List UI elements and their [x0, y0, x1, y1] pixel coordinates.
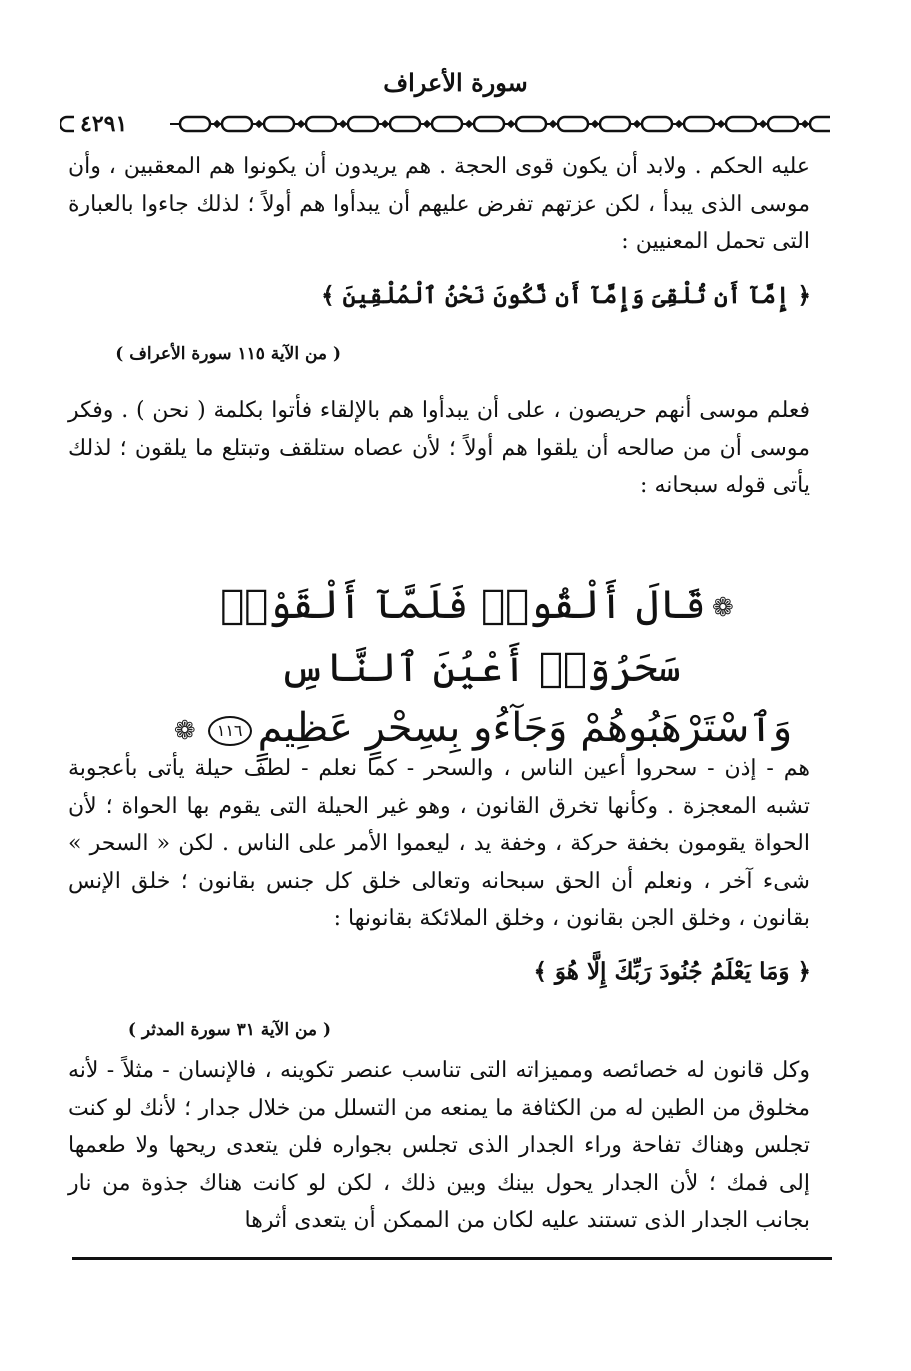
- chain-link-icon: [768, 117, 798, 131]
- footer-rule: [72, 1257, 832, 1260]
- diamond-icon: [633, 120, 641, 128]
- main-verse-line-1: ❁قَالَ أَلْقُوا۟ فَلَمَّآ أَلْقَوْا۟ سَحَرُوٓا۟ أَعْيُنَ ٱلنَّاسِ: [150, 575, 810, 698]
- diamond-icon: [213, 120, 221, 128]
- chain-link-icon: [348, 117, 378, 131]
- chain-link-icon: [726, 117, 756, 131]
- chain-link-icon: [222, 117, 252, 131]
- quote-2-reference: ( من الآية ٣١ سورة المدثر ): [127, 1020, 331, 1040]
- ornamental-header-rule: [60, 112, 830, 136]
- diamond-icon: [339, 120, 347, 128]
- verse-end-ornament-icon: ❁: [173, 716, 196, 746]
- diamond-icon: [759, 120, 767, 128]
- diamond-icon: [801, 120, 809, 128]
- ayah-number-badge: ١١٦: [208, 716, 252, 746]
- main-verse-line-2: وَٱسْتَرْهَبُوهُمْ وَجَآءُو بِسِحْرٍ عَظِيمٍ١١٦❁: [150, 698, 810, 761]
- surah-title: سورة الأعراف: [383, 68, 528, 97]
- chain-link-icon: [642, 117, 672, 131]
- paragraph-2: فعلم موسى أنهم حريصون ، على أن يبدأوا هم بالإلقاء فأتوا بكلمة ( نحن ) . وفكر موسى أن من صالحه أن يلقوا هم أولاً ؛ لأن عصاه ستلقف وتبتلع ما يلقون ؛ لذلك يأتى قوله سبحانه :: [68, 398, 810, 498]
- main-verse: [150, 575, 810, 761]
- diamond-icon: [591, 120, 599, 128]
- paragraph-3: هم - إذن - سحروا أعين الناس ، والسحر - كما نعلم - لطف حيلة يأتى بأعجوبة تشبه المعجزة . وكأنها تخرق القانون ، وهو غير الحيلة التى يقوم بها الحواة ؛ لأن الحواة يقومون بخفة حركة ، وخفة يد ، ليعموا الأمر على الناس . لكن « السحر » شىء آخر ، ونعلم أن الحق سبحانه وتعالى خلق كل جنس بقانون ؛ خلق الإنس بقانون ، وخلق الجن بقانون ، وخلق الملائكة بقانونها :: [68, 756, 810, 931]
- quote-1-reference: ( من الآية ١١٥ سورة الأعراف ): [115, 344, 341, 364]
- diamond-icon: [381, 120, 389, 128]
- diamond-icon: [423, 120, 431, 128]
- chain-link-icon: [264, 117, 294, 131]
- quran-quote-1: ﴿ إِمَّآ أَن تُلْقِىَ وَإِمَّآ أَن نَّكُونَ نَحْنُ ٱلْمُلْقِينَ ﴾: [321, 282, 811, 309]
- paragraph-1: عليه الحكم . ولابد أن يكون قوى الحجة . هم يريدون أن يكونوا هم المعقبين ، وأن موسى الذى يبدأ ، لكن عزتهم تفرض عليهم أن يبدأوا هم أولاً ؛ لذلك جاءوا بالعبارة التى تحمل المعنيين :: [68, 154, 810, 254]
- chain-link-icon: [432, 117, 462, 131]
- diamond-icon: [465, 120, 473, 128]
- chain-link-icon: [516, 117, 546, 131]
- paragraph-4: وكل قانون له خصائصه ومميزاته التى تناسب عنصر تكوينه ، فالإنسان - مثلاً - لأنه مخلوق من الطين له من الكثافة ما يمنعه من التسلل من خلال جدار ؛ لأنك لو كنت تجلس وهناك تفاحة وراء الجدار الذى تجلس بجواره فلن يتعدى ريحها ولا طعمها إلى فمك ؛ لأن الجدار يحول بينك وبين ذلك ، لكن لو كانت هناك جذوة من نار بجانب الجدار الذى تستند عليه لكان من الممكن أن يتعدى أثرها: [68, 1058, 810, 1233]
- diamond-icon: [717, 120, 725, 128]
- diamond-icon: [255, 120, 263, 128]
- chain-link-icon: [474, 117, 504, 131]
- chain-link-icon: [390, 117, 420, 131]
- chain-link-icon: [306, 117, 336, 131]
- chain-link-icon: [810, 117, 830, 131]
- verse-ornament-icon: ❁: [711, 593, 734, 623]
- chain-link-icon: [558, 117, 588, 131]
- page-number: ٤٢٩١: [74, 112, 133, 136]
- quran-quote-2: ﴿ وَمَا يَعْلَمُ جُنُودَ رَبِّكَ إِلَّا هُوَ ﴾: [533, 958, 811, 985]
- chain-link-icon: [684, 117, 714, 131]
- chain-ornament-icon: [60, 112, 830, 136]
- diamond-icon: [549, 120, 557, 128]
- diamond-icon: [507, 120, 515, 128]
- diamond-icon: [297, 120, 305, 128]
- diamond-icon: [675, 120, 683, 128]
- chain-link-icon: [180, 117, 210, 131]
- chain-link-icon: [600, 117, 630, 131]
